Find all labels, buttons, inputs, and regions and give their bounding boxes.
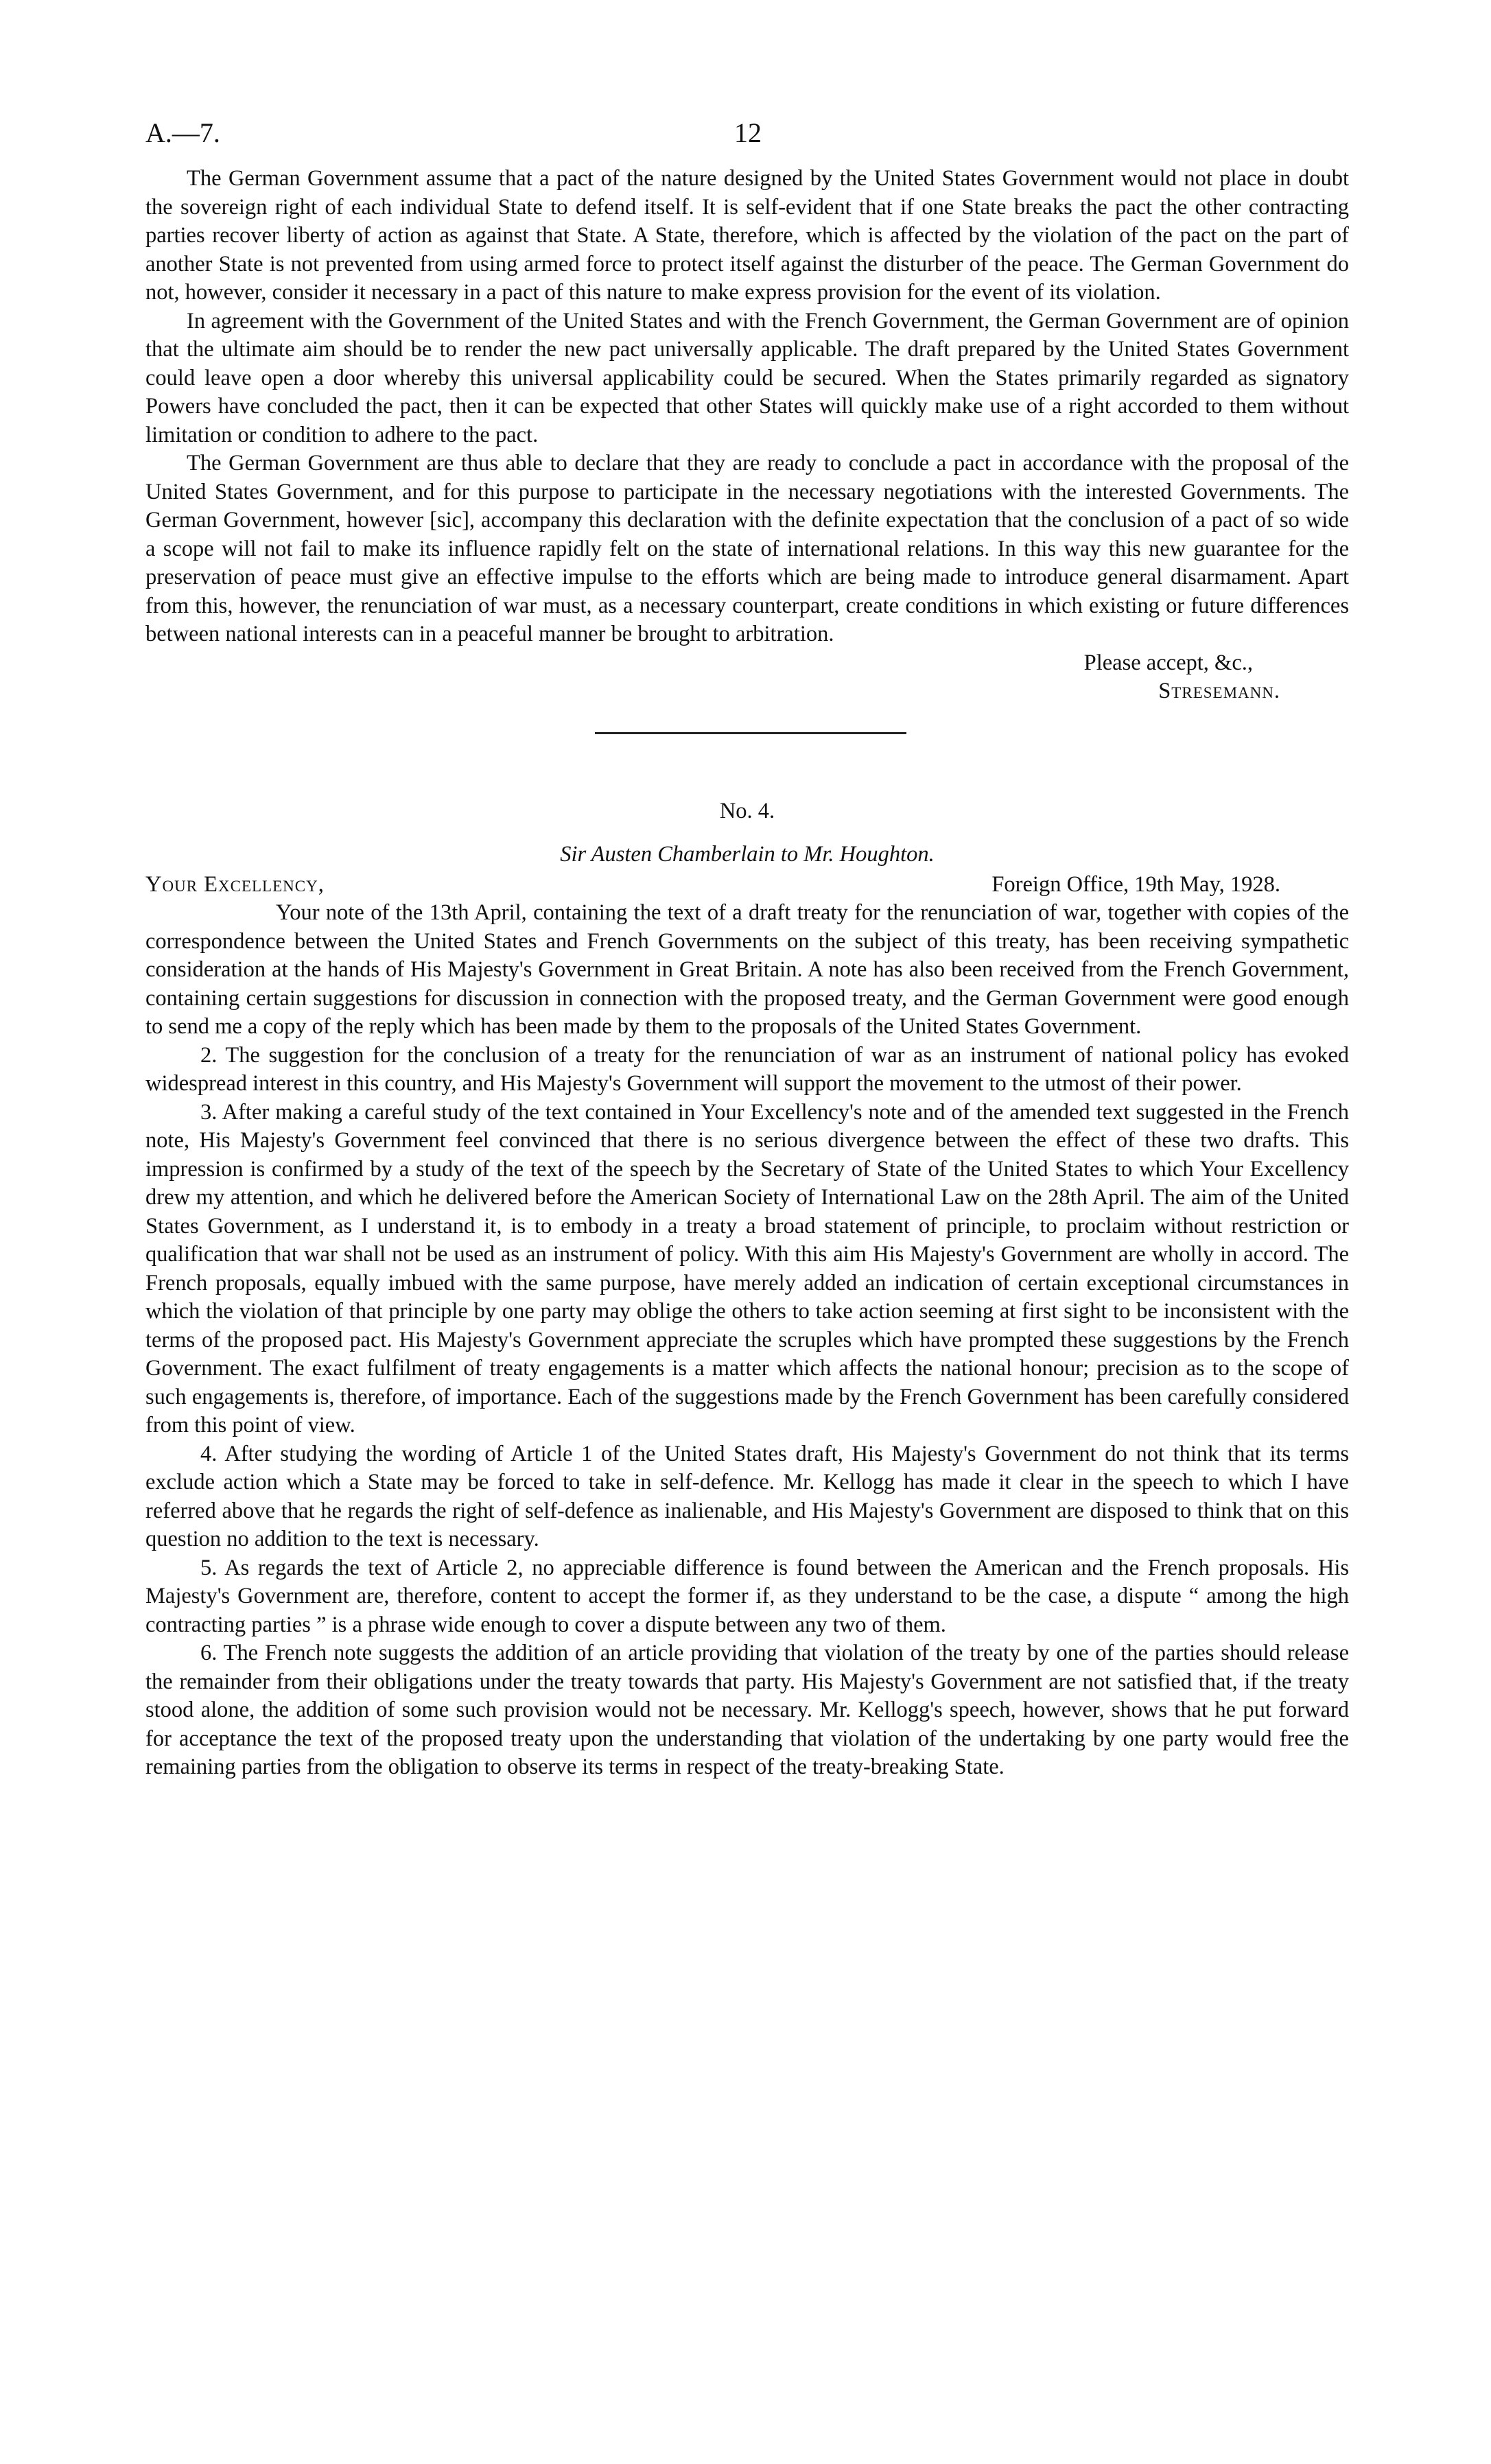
signoff [145, 649, 1349, 706]
paragraph: The German Government are thus able to declare that they are ready to conclude a pact in accordance with the proposal of the United States Government, and for this purpose to participate in the necessary negotiations with the interested Governments. The German Government, however [sic], accompany this declaration with the definite expectation that the conclusion of a pact of so wide a scope will not fail to make its influence rapidly felt on the state of international relations. In this way this new guarantee for the preservation of peace must give an effective impulse to the efforts which are being made to introduce general disarmament. Apart from this, however, the renunciation of war must, as a necessary counterpart, create conditions in which existing or future differences between national interests can in a peaceful manner be brought to arbitration. [145, 451, 1349, 646]
page-header [145, 117, 1349, 165]
paragraph: 3. After making a careful study of the text contained in Your Excellency's note and of the amended text suggested in the French note, His Majesty's Government feel convinced that there is no serious divergence between the effect of these two drafts. This impression is confirmed by a study of the text of the speech by the Secretary of State of the United States to which Your Excellency drew my attention, and which he delivered before the American Society of International Law on the 28th April. The aim of the United States Government, as I understand it, is to embody in a treaty a broad statement of principle, to proclaim without restriction or qualification that war shall not be used as an instrument of policy. With this aim His Majesty's Government are wholly in accord. The French proposals, equally imbued with the same purpose, have merely added an indication of certain exceptional circumstances in which the violation of that principle by one party may oblige the others to take action seeming at first sight to be inconsistent with the terms of the proposed pact. His Majesty's Government appreciate the scruples which have prompted these suggestions by the French Government. The exact fulfilment of treaty engagements is a matter which affects the national honour; precision as to the scope of such engagements is, therefore, of importance. Each of the suggestions made by the French Government has been carefully considered from this point of view. [145, 1099, 1349, 1438]
paragraph: In agreement with the Government of the United States and with the French Government, the German Government are of opinion that the ultimate aim should be to render the new pact universally applicable. The draft prepared by the United States Government could leave open a door whereby this universal applicability could be secured. When the States primarily regarded as signatory Powers have concluded the pact, then it can be expected that other States will quickly make use of a right accorded to them without limitation or condition to adhere to the pact. [145, 308, 1349, 447]
document-page [145, 117, 1349, 1782]
salutation-line [145, 871, 1349, 900]
paragraph: Your note of the 13th April, containing the text of a draft treaty for the renunciation of war, together with copies of the correspondence between the United States and French Governments on the subject of this treaty, has been receiving sympathetic consideration at the hands of His Majesty's Government in Great Britain. A note has also been received from the French Government, containing certain suggestions for discussion in connection with the proposed treaty, and the German Government were good enough to send me a copy of the reply which has been made by them to the proposals of the United States Government. [145, 900, 1349, 1039]
section-divider [595, 732, 906, 734]
salutation: Your Excellency, [145, 871, 325, 897]
document-number: No. 4. [719, 798, 775, 823]
signature: Stresemann. [1158, 679, 1280, 703]
place-date: Foreign Office, 19th May, 1928. [991, 871, 1280, 897]
paragraph: 5. As regards the text of Article 2, no appreciable difference is found between the American and the French proposals. His Majesty's Government are, therefore, content to accept the former if, as they understand to be the case, a dispute “ among the high contracting parties ” is a phrase wide enough to cover a dispute between any two of them. [145, 1555, 1349, 1637]
closing-courtesy: Please accept, &c., [1083, 650, 1253, 675]
letter-stresemann [145, 165, 1349, 706]
page-number: 12 [734, 117, 762, 148]
paragraph: 6. The French note suggests the addition of an article providing that violation of the treaty by one of the parties should release the remainder from their obligations under the treaty towards that party. His Majesty's Government are not satisfied that, if the treaty stood alone, the addition of some such provision would not be necessary. Mr. Kellogg's speech, however, shows that he put forward for acceptance the text of the proposed treaty upon the understanding that violation of the undertaking by one party would free the remaining parties from the obligation to observe its terms in respect of the treaty-breaking State. [145, 1641, 1349, 1779]
paragraph: 2. The suggestion for the conclusion of a treaty for the renunciation of war as an instrument of national policy has evoked widespread interest in this country, and His Majesty's Government will support the movement to the utmost of their power. [145, 1042, 1349, 1096]
paragraph: 4. After studying the wording of Article 1 of the United States draft, His Majesty's Government do not think that its terms exclude action which a State may be forced to take in self-defence. Mr. Kellogg has made it clear in the speech to which I have referred above that he regards the right of self-defence as inalienable, and His Majesty's Government are disposed to think that on this question no addition to the text is necessary. [145, 1441, 1349, 1551]
paragraph: The German Government assume that a pact of the nature designed by the United States Government would not place in doubt the sovereign right of each individual State to defend itself. It is self-evident that if one State breaks the pact the other contracting parties recover liberty of action as against that State. A State, therefore, which is affected by the violation of the pact on the part of another State is not prevented from using armed force to protect itself against the disturber of the peace. The German Government do not, however, consider it necessary in a pact of this nature to make express provision for the event of its violation. [145, 166, 1349, 305]
document-subtitle: Sir Austen Chamberlain to Mr. Houghton. [560, 842, 935, 867]
letter-chamberlain [145, 899, 1349, 1782]
document-reference: A.—7. [145, 117, 220, 148]
